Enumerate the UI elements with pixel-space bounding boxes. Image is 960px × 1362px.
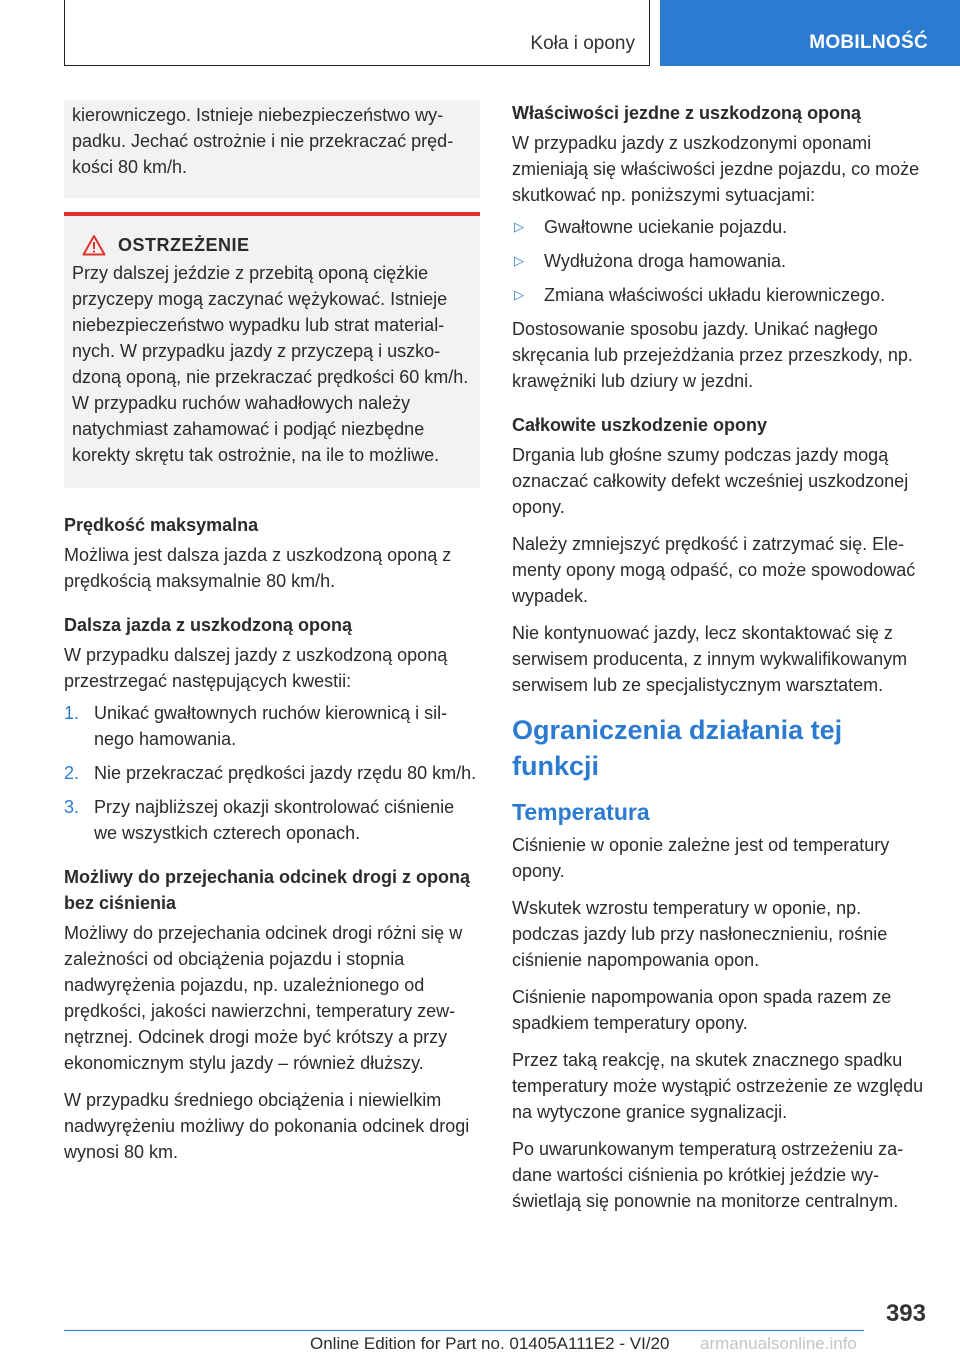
list-item-text: Zmiana właściwości układu kierowniczego. — [544, 285, 886, 305]
total-damage-text-2: Należy zmniejszyć prędkość i zatrzymać się. Elementy opony mogą odpaść, co może spowodować wypadek. — [512, 534, 916, 606]
left-column — [64, 100, 480, 1176]
warning-header — [72, 234, 470, 256]
warning-title: OSTRZEŻENIE — [118, 234, 250, 255]
limits-heading: Ograniczenia działania tej funkcji — [512, 715, 843, 781]
chapter-tab[interactable]: MOBILNOŚĆ — [660, 0, 960, 66]
list-item-text: Unikać gwałtownych ruchów kierownicą i silnego hamowania. — [94, 703, 448, 749]
warning-triangle-icon — [82, 234, 106, 256]
list-number: 1. — [64, 703, 80, 723]
temperature-heading: Temperatura — [512, 799, 650, 825]
warning-text: Przy dalszej jeździe z przebitą oponą ciężkie przyczepy mogą zaczynać wężykować. Istnieje niebezpieczeństwo wypadku lub strat materialnych. W przypadku jazdy z przyczepą i uszkodzoną oponą, nie przekraczać prędkości 60 km/h. W przypadku ruchów wahadłowych należy natychmiast zahamować i podjąć niezbędne korekty skrętu tak ostrożnie, na ile to możliwe. — [72, 263, 469, 465]
temperature-text-3: Ciśnienie napompowania opon spada razem ze spadkiem temperatury opony. — [512, 987, 892, 1033]
list-item-text: Wydłużona droga hamowania. — [544, 251, 786, 271]
temperature-text-5: Po uwarunkowanym temperaturą ostrzeżeniu zadane wartości ciśnienia po krótkiej jeździe wyświetlają się ponownie na monitorze centralnym. — [512, 1139, 904, 1211]
page-number: 393 — [885, 1300, 926, 1327]
further-driving-heading: Dalsza jazda z uszkodzoną oponą — [64, 615, 353, 635]
note-text: kierowniczego. Istnieje niebezpieczeństwo wypadku. Jechać ostrożnie i nie przekraczać prędkości 80 km/h. — [72, 105, 454, 177]
temperature-text-2: Wskutek wzrostu temperatury w oponie, np. podczas jazdy lub przy nasłonecznieniu, rośnie ciśnienie napompowania opon. — [512, 898, 888, 970]
list-item-text: Gwałtowne uciekanie pojazdu. — [544, 217, 788, 237]
distance-text-2: W przypadku średniego obciążenia i niewielkim nadwyrężeniu możliwy do pokonania odcinek drogi wynosi 80 km. — [64, 1090, 470, 1162]
triangle-bullet-icon: ▷ — [514, 287, 524, 302]
handling-outro: Dostosowanie sposobu jazdy. Unikać nagłego skręcania lub przejeżdżania przez przeszkody, np. krawężniki lub dziury w jezdni. — [512, 319, 913, 391]
footer-edition: Online Edition for Part no. 01405A111E2 - VI/20 — [310, 1334, 670, 1353]
temperature-text-1: Ciśnienie w oponie zależne jest od temperatury opony. — [512, 835, 890, 881]
note-box — [64, 100, 480, 198]
list-item-text: Nie przekraczać prędkości jazdy rzędu 80 km/h. — [94, 763, 477, 783]
total-damage-heading: Całkowite uszkodzenie opony — [512, 415, 768, 435]
list-number: 3. — [64, 797, 80, 817]
list-item — [64, 700, 480, 752]
right-column — [512, 100, 930, 1225]
distance-heading: Możliwy do przejechania odcinek drogi z oponą bez ciśnienia — [64, 867, 471, 913]
list-number: 2. — [64, 763, 80, 783]
triangle-bullet-icon: ▷ — [514, 253, 524, 268]
list-item — [512, 248, 930, 274]
max-speed-heading: Prędkość maksymalna — [64, 515, 259, 535]
warning-box — [64, 212, 480, 488]
header-section-box — [64, 0, 650, 66]
distance-text-1: Możliwy do przejechania odcinek drogi różni się w zależności od obciążenia pojazdu i stopnia nadwyrężenia pojazdu, np. uzależnionego od prędkości, jakości nawierzchni, temperatury zewnętrznej. Odcinek drogi może być krótszy a przy ekonomicznym stylu jazdy – również dłuższy. — [64, 923, 463, 1073]
total-damage-text-1: Drgania lub głośne szumy podczas jazdy mogą oznaczać całkowity defekt wcześniej uszkodzonej opony. — [512, 445, 909, 517]
handling-intro: W przypadku jazdy z uszkodzonymi oponami zmieniają się właściwości jezdne pojazdu, co może skutkować np. poniższymi sytuacjami: — [512, 133, 920, 205]
triangle-bullet-icon: ▷ — [514, 219, 524, 234]
max-speed-text: Możliwa jest dalsza jazda z uszkodzoną oponą z prędkością maksymalnie 80 km/h. — [64, 545, 452, 591]
handling-list — [512, 214, 930, 308]
list-item — [64, 760, 480, 786]
footer-divider — [64, 1330, 864, 1331]
section-label: Koła i opony — [530, 33, 635, 54]
further-driving-list — [64, 700, 480, 846]
further-driving-intro: W przypadku dalszej jazdy z uszkodzoną oponą przestrzegać następujących kwestii: — [64, 645, 448, 691]
temperature-text-4: Przez taką reakcję, na skutek znacznego spadku temperatury może wystąpić ostrzeżenie ze względu na wytyczone granice sygnalizacji. — [512, 1050, 924, 1122]
list-item — [512, 282, 930, 308]
footer-watermark: armanualsonline.info — [700, 1334, 857, 1353]
list-item — [512, 214, 930, 240]
handling-heading: Właściwości jezdne z uszkodzoną oponą — [512, 103, 862, 123]
list-item-text: Przy najbliższej okazji skontrolować ciśnienie we wszystkich czterech oponach. — [94, 797, 455, 843]
list-item — [64, 794, 480, 846]
total-damage-text-3: Nie kontynuować jazdy, lecz skontaktować się z serwisem producenta, z innym wykwalifikowanym serwisem lub ze specjalistycznym warsztatem. — [512, 623, 908, 695]
